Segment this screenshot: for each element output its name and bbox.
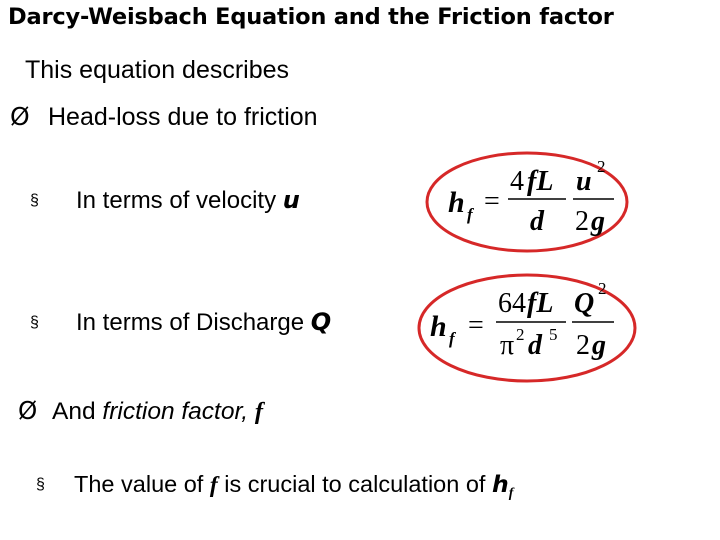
eq1-num2: u [576, 166, 592, 197]
item-velocity [30, 186, 300, 215]
eq1-den1: d [530, 206, 544, 237]
friction-symbol: f [254, 398, 264, 425]
eq2-den1-pi: π [500, 330, 515, 361]
eq1-den2-var: g [591, 206, 605, 237]
item-value-of-f [36, 470, 513, 502]
eq1-lhs-sub: f [467, 205, 473, 224]
discharge-variable: Q [310, 308, 332, 336]
slide-title: Darcy-Weisbach Equation and the Friction factor [8, 4, 614, 30]
eq1-num1-vars: fL [527, 166, 554, 197]
equation-velocity [424, 150, 630, 254]
square-bullet-icon: § [36, 476, 45, 493]
eq2-lhs: h [430, 310, 447, 343]
eq1-equals: = [484, 186, 500, 217]
headloss-symbol: h [491, 470, 509, 498]
eq2-den2-var: g [592, 330, 606, 361]
bullet-headloss [10, 102, 318, 132]
eq2-equals: = [468, 310, 484, 341]
bullet-friction-factor [18, 396, 263, 426]
headloss-subscript: f [508, 486, 514, 501]
eq1-lhs: h [448, 186, 465, 219]
velocity-variable: u [282, 186, 300, 214]
eq2-den1-exp: 5 [549, 325, 558, 344]
eq2-num1-coef: 64 [498, 288, 526, 319]
item-discharge-label: In terms of Discharge [76, 309, 311, 336]
item-value-text-after: is crucial to calculation of [217, 471, 492, 497]
equation-discharge [416, 272, 638, 384]
square-bullet-icon: § [30, 314, 39, 331]
square-bullet-icon: § [30, 192, 39, 209]
arrow-bullet-icon: Ø [10, 102, 30, 131]
eq2-den2-coef: 2 [576, 330, 590, 361]
eq2-num1-vars: fL [527, 288, 554, 319]
arrow-bullet-icon: Ø [18, 396, 38, 425]
bullet-headloss-text: Head-loss due to friction [48, 103, 318, 131]
eq1-den2-coef: 2 [575, 206, 589, 237]
eq2-den1-var: d [528, 330, 542, 361]
bullet-friction-prefix: And [52, 398, 103, 425]
item-value-text-before: The value of [74, 471, 210, 497]
eq2-num2: Q [574, 288, 595, 319]
item-velocity-label: In terms of velocity [76, 187, 283, 214]
eq1-num2-exp: 2 [597, 157, 606, 176]
bullet-friction-italic: friction factor, [102, 398, 255, 425]
eq2-lhs-sub: f [449, 329, 455, 348]
item-discharge [30, 308, 331, 337]
friction-symbol: f [209, 472, 218, 498]
intro-text: This equation describes [25, 56, 290, 84]
eq2-num2-exp: 2 [598, 279, 607, 298]
eq1-num1-coef: 4 [510, 166, 524, 197]
eq2-den1-pi-exp: 2 [516, 325, 525, 344]
